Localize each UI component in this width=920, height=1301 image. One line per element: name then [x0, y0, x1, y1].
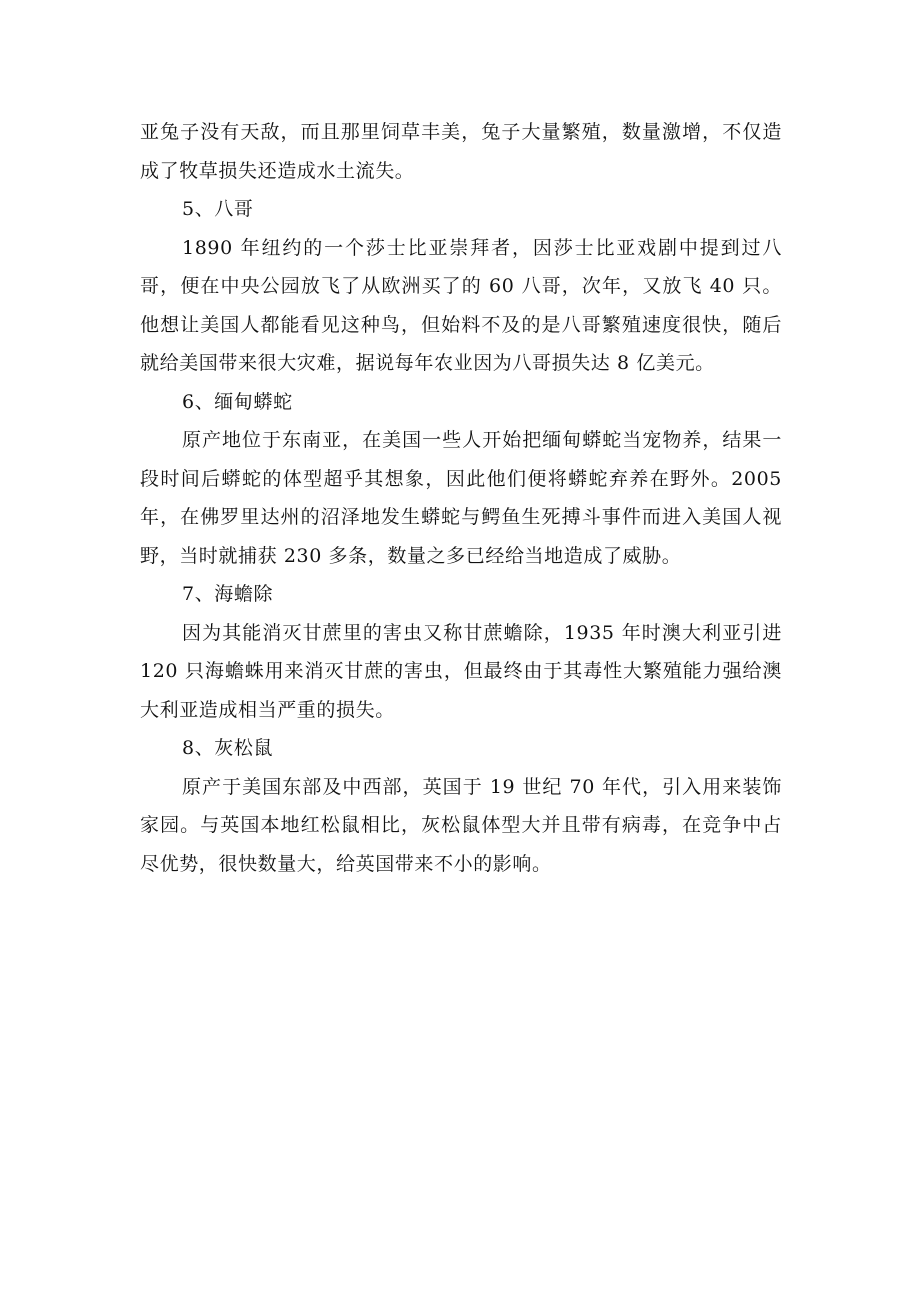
paragraph-rabbit-continued: 亚兔子没有天敌，而且那里饲草丰美，兔子大量繁殖，数量激增，不仅造成了牧草损失还造成水土流失。: [140, 121, 782, 182]
document-body: [140, 113, 782, 883]
heading-burmese-python: 6、缅甸蟒蛇: [182, 390, 293, 413]
paragraph-burmese-python: 原产地位于东南亚，在美国一些人开始把缅甸蟒蛇当宠物养，结果一段时间后蟒蛇的体型超乎其想象，因此他们便将蟒蛇弃养在野外。2005 年，在佛罗里达州的沼泽地发生蟒蛇与鳄鱼生死搏斗事件而进入美国人视野，当时就捕获 230 多条，数量之多已经给当地造成了威胁。: [140, 429, 782, 567]
paragraph-myna: 1890 年纽约的一个莎士比亚崇拜者，因莎士比亚戏剧中提到过八哥，便在中央公园放飞了从欧洲买了的 60 八哥，次年，又放飞 40 只。他想让美国人都能看见这种鸟，但始料不及的是八哥繁殖速度很快，随后就给美国带来很大灾难，据说每年农业因为八哥损失达 8 亿美元。: [140, 236, 782, 374]
heading-myna: 5、八哥: [182, 198, 254, 220]
heading-cane-toad: 7、海蟾除: [182, 583, 274, 605]
paragraph-cane-toad: 因为其能消灭甘蔗里的害虫又称甘蔗蟾除，1935 年时澳大利亚引进 120 只海蟾蛛用来消灭甘蔗的害虫，但最终由于其毒性大繁殖能力强给澳大利亚造成相当严重的损失。: [140, 621, 782, 721]
paragraph-grey-squirrel: 原产于美国东部及中西部，英国于 19 世纪 70 年代，引入用来装饰家园。与英国本地红松鼠相比，灰松鼠体型大并且带有病毒，在竞争中占尽优势，很快数量大，给英国带来不小的影响。: [140, 775, 782, 875]
heading-grey-squirrel: 8、灰松鼠: [182, 737, 274, 759]
